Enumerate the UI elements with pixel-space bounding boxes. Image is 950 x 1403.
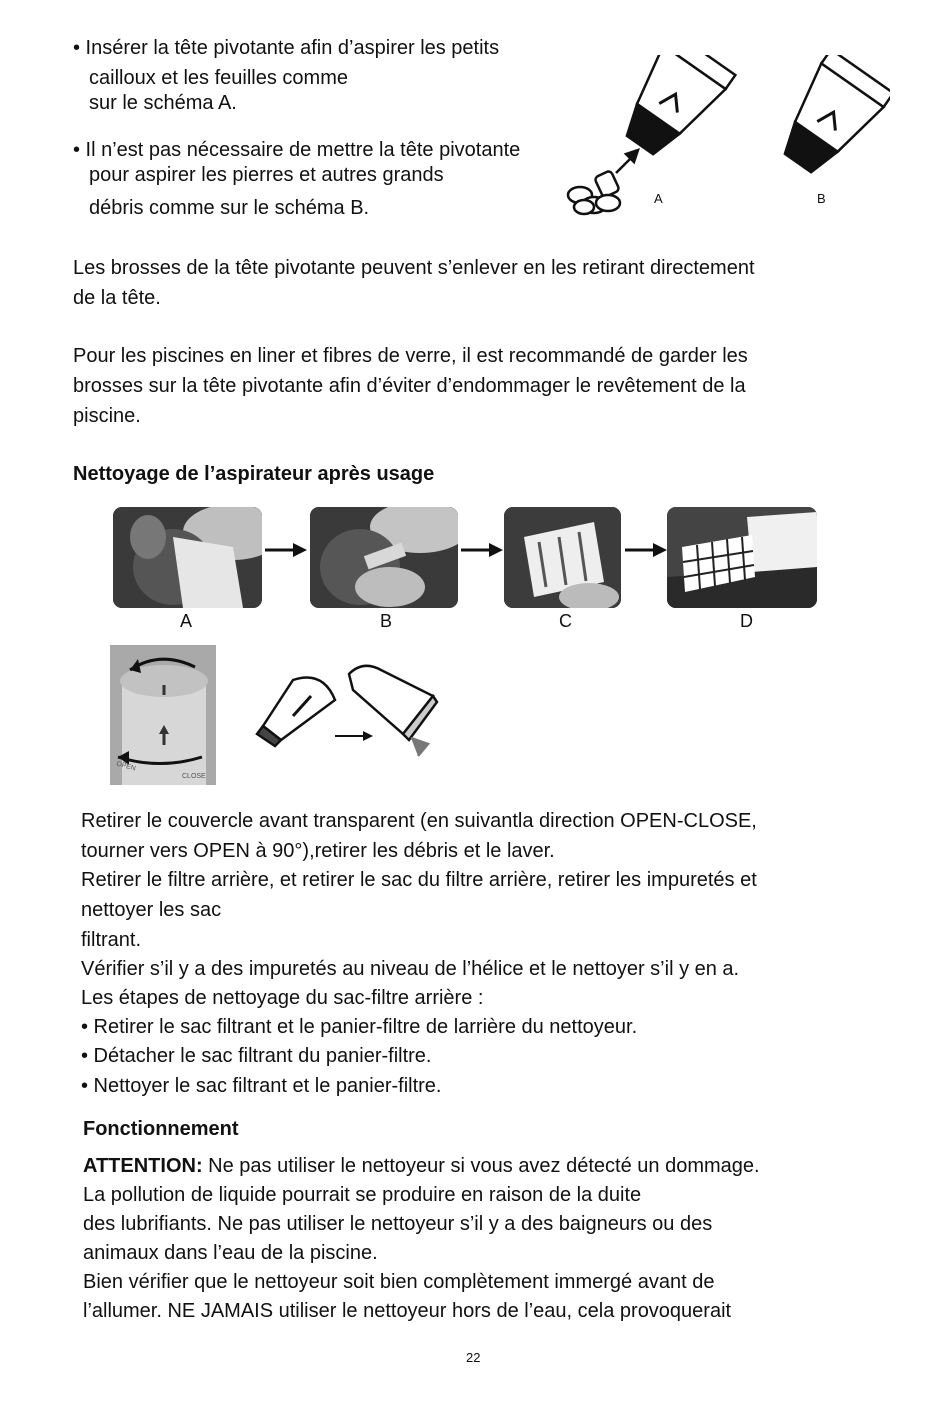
attention-first-text: Ne pas utiliser le nettoyeur si vous avez détecté un dommage. bbox=[202, 1155, 760, 1177]
step-photo-a bbox=[113, 507, 262, 608]
bullet-no-swivel-line2: pour aspirer les pierres et autres grands bbox=[89, 164, 444, 186]
attention-line-3: des lubrifiants. Ne pas utiliser le nettoyeur s’il y a des baigneurs ou des bbox=[83, 1213, 713, 1235]
liner-paragraph-line1: Pour les piscines en liner et fibres de verre, il est recommandé de garder les bbox=[73, 345, 748, 367]
diagram-label-b: B bbox=[817, 191, 826, 206]
cleaning-line-3: Retirer le filtre arrière, et retirer le sac du filtre arrière, retirer les impuretés et bbox=[81, 869, 757, 891]
cleaning-line-7: Les étapes de nettoyage du sac-filtre arrière : bbox=[81, 987, 484, 1009]
bullet-no-swivel-line1: • Il n’est pas nécessaire de mettre la tête pivotante bbox=[73, 139, 521, 161]
bullet-swivel-head-line2: cailloux et les feuilles comme bbox=[89, 67, 348, 89]
brushes-paragraph-line2: de la tête. bbox=[73, 287, 161, 309]
vacuum-a-drawing bbox=[609, 55, 735, 167]
attention-line-2: La pollution de liquide pourrait se produire en raison de la duite bbox=[83, 1184, 642, 1206]
step-photo-c bbox=[504, 507, 621, 608]
cleaning-line-6: Vérifier s’il y a des impuretés au niveau de l’hélice et le nettoyer s’il y en a. bbox=[81, 958, 740, 980]
step-arrow-1 bbox=[265, 542, 307, 563]
attention-label: ATTENTION: bbox=[83, 1155, 203, 1177]
vacuum-b-drawing bbox=[767, 55, 890, 185]
arrow-icon bbox=[335, 731, 373, 741]
arrow-icon bbox=[265, 542, 307, 558]
step-photo-d bbox=[667, 507, 817, 608]
attention-line-4: animaux dans l’eau de la piscine. bbox=[83, 1242, 378, 1264]
close-label: CLOSE bbox=[182, 773, 206, 780]
step-label-a: A bbox=[180, 611, 193, 631]
liner-paragraph-line2: brosses sur la tête pivotante afin d’éviter d’endommager le revêtement de la bbox=[73, 375, 746, 397]
step-label-b: B bbox=[380, 611, 393, 631]
liner-paragraph-line3: piscine. bbox=[73, 405, 141, 427]
filter-bag-diagram bbox=[253, 656, 453, 771]
cleaning-line-5: filtrant. bbox=[81, 929, 142, 951]
step-arrow-2 bbox=[461, 542, 503, 563]
arrow-icon bbox=[616, 150, 638, 173]
attention-line-1 bbox=[83, 1154, 760, 1178]
attention-line-6: l’allumer. NE JAMAIS utiliser le nettoyeur hors de l’eau, cela provoquerait bbox=[83, 1300, 732, 1322]
cleaning-bullet-2: • Détacher le sac filtrant du panier-filtre. bbox=[81, 1045, 432, 1067]
heading-operation: Fonctionnement bbox=[83, 1118, 239, 1140]
cleaning-bullet-1: • Retirer le sac filtrant et le panier-filtre de larrière du nettoyeur. bbox=[81, 1016, 638, 1038]
attention-line-5: Bien vérifier que le nettoyeur soit bien complètement immergé avant de bbox=[83, 1271, 715, 1293]
open-label: OPEN bbox=[115, 760, 137, 773]
brushes-paragraph-line1: Les brosses de la tête pivotante peuvent s’enlever en les retirant directement bbox=[73, 257, 755, 279]
arrow-icon bbox=[461, 542, 503, 558]
step-label-c: C bbox=[559, 611, 572, 631]
arrow-icon bbox=[625, 542, 667, 558]
step-photo-b bbox=[310, 507, 458, 608]
bullet-no-swivel-line3: débris comme sur le schéma B. bbox=[89, 197, 370, 219]
cleaning-line-1: Retirer le couvercle avant transparent (en suivantla direction OPEN-CLOSE, bbox=[81, 810, 757, 832]
step-label-d: D bbox=[740, 611, 753, 631]
page-number: 22 bbox=[466, 1350, 481, 1365]
step-arrow-3 bbox=[625, 542, 667, 563]
heading-cleaning: Nettoyage de l’aspirateur après usage bbox=[73, 463, 435, 485]
swivel-head-drawing bbox=[568, 170, 620, 214]
cleaning-line-2: tourner vers OPEN à 90°),retirer les débris et le laver. bbox=[81, 840, 555, 862]
cover-open-close-photo bbox=[110, 645, 216, 785]
bullet-swivel-head-line3: sur le schéma A. bbox=[89, 92, 237, 114]
cleaning-bullet-3: • Nettoyer le sac filtrant et le panier-filtre. bbox=[81, 1075, 442, 1097]
cleaning-line-4: nettoyer les sac bbox=[81, 899, 222, 921]
bullet-swivel-head-line1: • Insérer la tête pivotante afin d’aspirer les petits bbox=[73, 37, 500, 59]
diagram-label-a: A bbox=[654, 191, 663, 206]
swivel-head-diagram bbox=[560, 55, 890, 225]
